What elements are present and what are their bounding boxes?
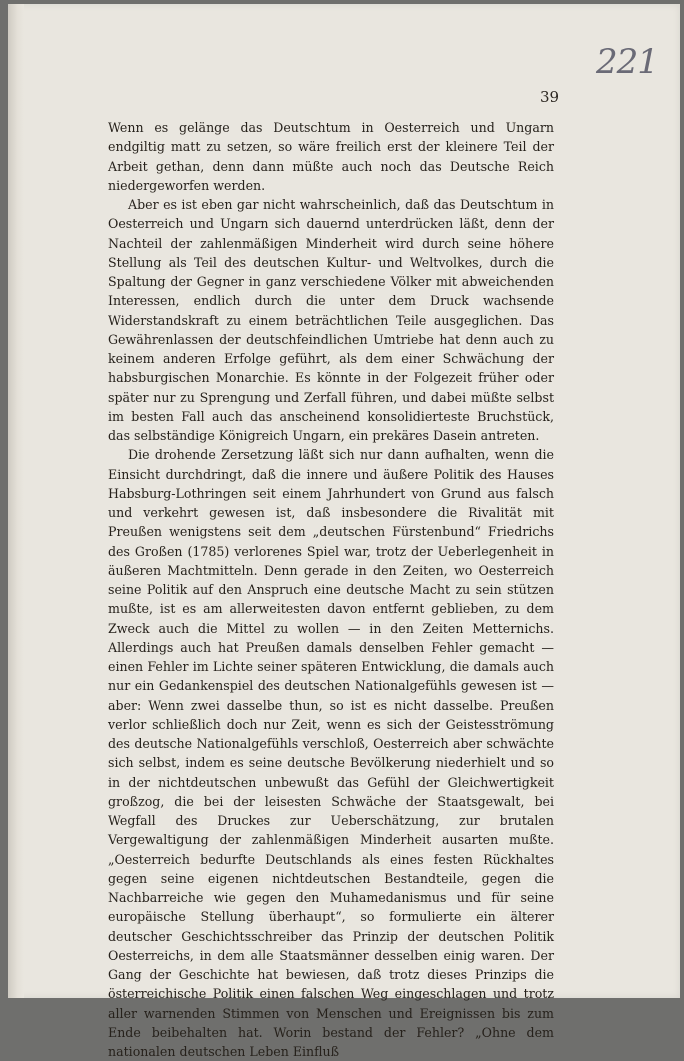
body-text: [108, 118, 554, 1061]
handwritten-folio-number: 221: [596, 42, 658, 82]
paragraph-3: Die drohende Zersetzung läßt sich nur dann aufhalten, wenn die Einsicht durchdringt, daß die innere und äußere Politik des Hauses Habsburg-Lothringen seit einem Jahrhundert von Grund aus falsch und verkehrt gewesen ist, daß insbesondere die Rivalität mit Preußen wenigstens seit dem „deutschen Fürstenbund“ Friedrichs des Großen (1785) verlorenes Spiel war, trotz der Ueberlegenheit in äußeren Machtmitteln. Denn gerade in den Zeiten, wo Oesterreich seine Politik auf den Anspruch eine deutsche Macht zu sein stützen mußte, ist es am allerweitesten davon entfernt geblieben, zu dem Zweck auch die Mittel zu wollen — in den Zeiten Metternichs. Allerdings auch hat Preußen damals denselben Fehler gemacht — einen Fehler im Lichte seiner späteren Entwicklung, die damals auch nur ein Gedankenspiel des deutschen Nationalgefühls gewesen ist — aber: Wenn zwei dasselbe thun, so ist es nicht dasselbe. Preußen verlor schließlich doch nur Zeit, wenn es sich der Geistesströmung des deutsche Nationalgefühls verschloß, Oesterreich aber schwächte sich selbst, indem es seine deutsche Bevölkerung niederhielt und so in der nichtdeutschen unbewußt das Gefühl der Gleichwertigkeit großzog, die bei der leisesten Schwäche der Staatsgewalt, bei Wegfall des Druckes zur Ueberschätzung, zur brutalen Vergewaltigung der zahlenmäßigen Minderheit ausarten mußte. „Oesterreich bedurfte Deutschlands als eines festen Rückhaltes gegen seine eigenen nichtdeutschen Bestandteile, gegen die Nachbarreiche wie gegen den Muhamedanismus und für seine europäische Stellung überhaupt“, so formulierte ein älterer deutscher Geschichtsschreiber das Prinzip der deutschen Politik Oesterreichs, in dem alle Staatsmänner desselben einig waren. Der Gang der Geschichte hat bewiesen, daß trotz dieses Prinzips die österreichische Politik einen falschen Weg eingeschlagen und trotz aller warnenden Stimmen von Menschen und Ereignissen bis zum Ende beibehalten hat. Worin bestand der Fehler? „Ohne dem nationalen deutschen Leben Einfluß: [108, 447, 554, 1059]
page-gutter-shadow: [8, 4, 24, 998]
page-number: 39: [540, 88, 560, 106]
paragraph-1: Wenn es gelänge das Deutschtum in Oesterreich und Ungarn endgiltig matt zu setzen, so wäre freilich erst der kleinere Teil der Arbeit gethan, denn dann müßte auch noch das Deutsche Reich niedergeworfen werden.: [108, 120, 554, 193]
paragraph-2: Aber es ist eben gar nicht wahrscheinlich, daß das Deutschtum in Oesterreich und Ungarn sich dauernd unterdrücken läßt, denn der Nachteil der zahlenmäßigen Minderheit wird durch seine höhere Stellung als Teil des deutschen Kultur- und Weltvolkes, durch die Spaltung der Gegner in ganz verschiedene Völker mit abweichenden Interessen, endlich durch die unter dem Druck wachsende Widerstandskraft zu einem beträchtlichen Teile ausgeglichen. Das Gewährenlassen der deutschfeindlichen Umtriebe hat denn auch zu keinem anderen Erfolge geführt, als dem einer Schwächung der habsburgischen Monarchie. Es könnte in der Folgezeit früher oder später nur zu Sprengung und Zerfall führen, und dabei müßte selbst im besten Fall auch das anscheinend konsolidierteste Bruchstück, das selbständige Königreich Ungarn, ein prekäres Dasein antreten.: [108, 197, 554, 443]
book-page: [8, 4, 680, 1059]
